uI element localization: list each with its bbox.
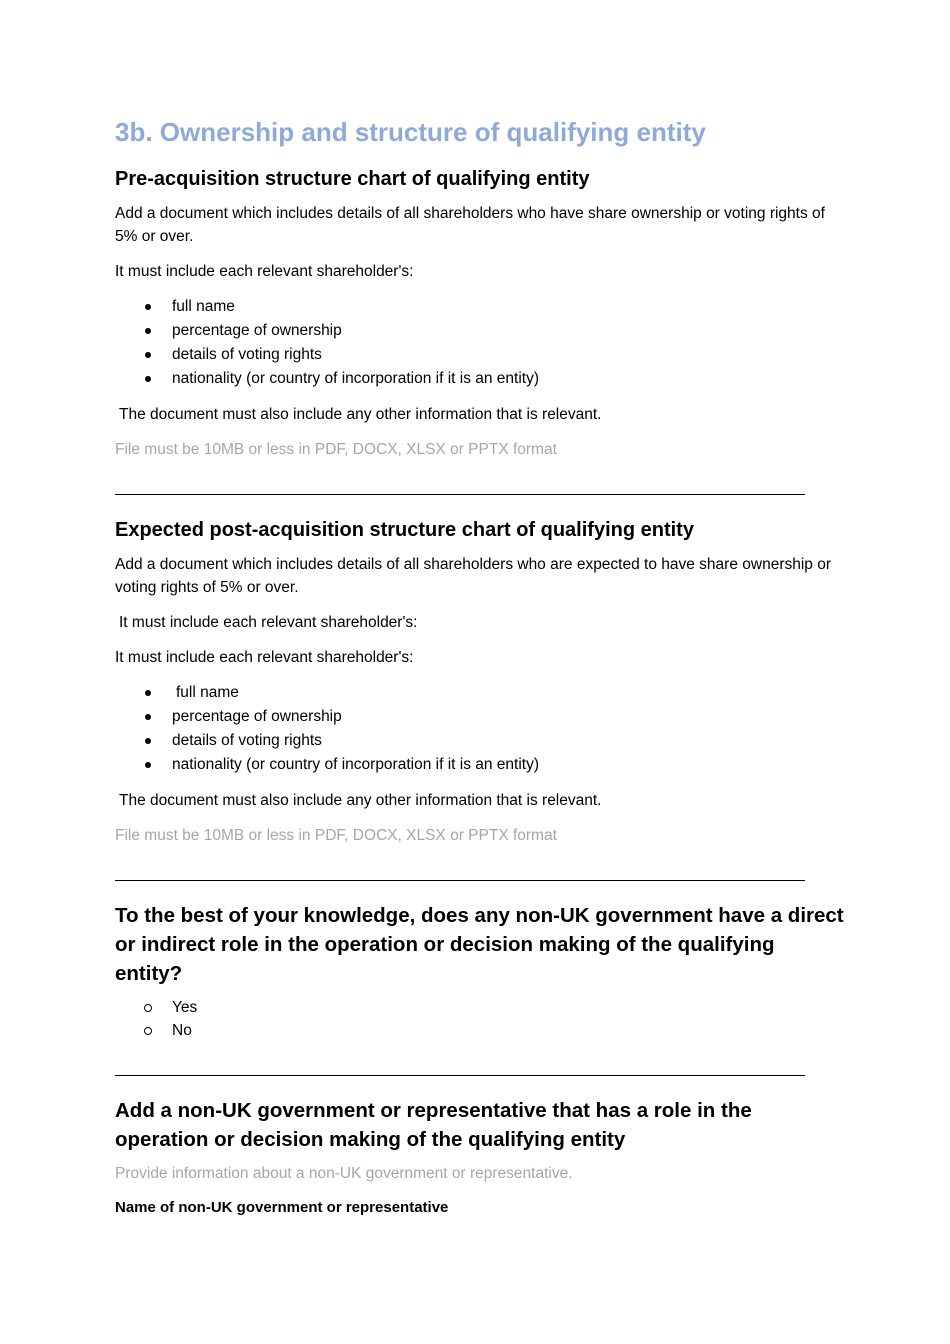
bullet-icon bbox=[145, 738, 151, 744]
list-item-text: details of voting rights bbox=[172, 732, 322, 749]
bullet-icon bbox=[145, 690, 151, 696]
radio-circle-icon[interactable] bbox=[144, 1027, 152, 1035]
list-item-text: nationality (or country of incorporation if it is an entity) bbox=[172, 370, 540, 387]
question-radio-group bbox=[115, 996, 845, 1042]
non-uk-government-question: To the best of your knowledge, does any non-UK government have a direct or indirect role in the operation or decision making of the qualifying entity? bbox=[115, 904, 844, 985]
list-item bbox=[115, 319, 845, 343]
list-item bbox=[115, 343, 845, 367]
post-acquisition-must-include-2: It must include each relevant shareholder's: bbox=[115, 649, 414, 666]
radio-label: No bbox=[172, 1022, 192, 1039]
divider bbox=[115, 880, 805, 881]
divider bbox=[115, 1075, 805, 1076]
list-item bbox=[115, 367, 845, 391]
post-acquisition-file-hint: File must be 10MB or less in PDF, DOCX, XLSX or PPTX format bbox=[115, 827, 557, 844]
list-item bbox=[115, 681, 845, 705]
add-government-hint: Provide information about a non-UK government or representative. bbox=[115, 1165, 573, 1182]
bullet-icon bbox=[145, 352, 151, 358]
list-item bbox=[115, 753, 845, 777]
list-item-text: full name bbox=[176, 684, 239, 701]
post-acquisition-heading: Expected post-acquisition structure chart of qualifying entity bbox=[115, 519, 694, 541]
list-item bbox=[115, 729, 845, 753]
list-item-text: details of voting rights bbox=[172, 346, 322, 363]
add-government-heading: Add a non-UK government or representative that has a role in the operation or decision making of the qualifying entity bbox=[115, 1099, 752, 1151]
list-item-text: percentage of ownership bbox=[172, 322, 342, 339]
section-title: 3b. Ownership and structure of qualifying entity bbox=[115, 117, 706, 147]
radio-option-yes[interactable] bbox=[115, 996, 845, 1019]
post-acquisition-must-include-1: It must include each relevant shareholder's: bbox=[119, 614, 418, 631]
radio-circle-icon[interactable] bbox=[144, 1004, 152, 1012]
divider bbox=[115, 494, 805, 495]
bullet-icon bbox=[145, 762, 151, 768]
list-item-text: full name bbox=[172, 298, 235, 315]
radio-label: Yes bbox=[172, 999, 198, 1016]
government-name-label: Name of non-UK government or representative bbox=[115, 1199, 449, 1216]
bullet-icon bbox=[145, 376, 151, 382]
pre-acquisition-heading: Pre-acquisition structure chart of qualifying entity bbox=[115, 168, 590, 190]
pre-acquisition-bullet-list bbox=[115, 295, 845, 391]
post-acquisition-also: The document must also include any other information that is relevant. bbox=[119, 792, 602, 809]
list-item bbox=[115, 295, 845, 319]
list-item-text: nationality (or country of incorporation if it is an entity) bbox=[172, 756, 540, 773]
pre-acquisition-also: The document must also include any other information that is relevant. bbox=[119, 406, 602, 423]
bullet-icon bbox=[145, 304, 151, 310]
bullet-icon bbox=[145, 328, 151, 334]
list-item-text: percentage of ownership bbox=[172, 708, 342, 725]
bullet-icon bbox=[145, 714, 151, 720]
post-acquisition-intro: Add a document which includes details of all shareholders who are expected to have share ownership or voting rights of 5% or over. bbox=[115, 556, 832, 596]
radio-option-no[interactable] bbox=[115, 1019, 845, 1042]
list-item bbox=[115, 705, 845, 729]
pre-acquisition-intro: Add a document which includes details of all shareholders who have share ownership or voting rights of 5% or over. bbox=[115, 205, 825, 245]
pre-acquisition-must-include: It must include each relevant shareholder's: bbox=[115, 263, 414, 280]
post-acquisition-bullet-list bbox=[115, 681, 845, 777]
document-page bbox=[115, 112, 845, 1219]
pre-acquisition-file-hint: File must be 10MB or less in PDF, DOCX, XLSX or PPTX format bbox=[115, 441, 557, 458]
